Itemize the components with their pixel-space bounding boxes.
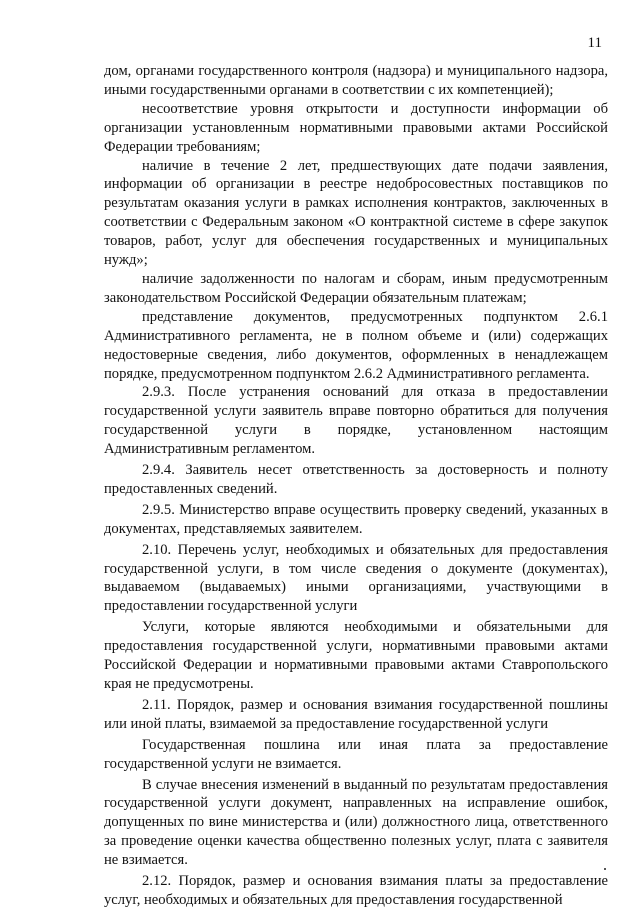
scan-speck xyxy=(604,868,606,870)
paragraph-14: 2.12. Порядок, размер и основания взимания платы за предоставление услуг, необходимых и обязательных для предоставления государственной xyxy=(104,873,608,908)
document-body xyxy=(104,62,608,910)
paragraph-5: представление документов, предусмотренных подпунктом 2.6.1 Административного регламента, не в полном объеме и (или) содержащих недостоверные сведения, либо документов, оформленных в ненадлежащем порядке, предусмотренном подпунктом 2.6.2 Административного регламента. xyxy=(104,308,608,382)
paragraph-2: несоответствие уровня открытости и доступности информации об организации установленным нормативными правовыми актами Российской Федерации требованиям; xyxy=(104,100,608,155)
paragraph-13: В случае внесения изменений в выданный по результатам предоставления государственной услуги документ, направленных на исправление ошибок, допущенных по вине министерства и (или) должностного лица, ответственного за проведение оценки качества общественно полезных услуг, плата с заявителя не взимается. xyxy=(104,776,608,869)
paragraph-11: 2.11. Порядок, размер и основания взимания государственной пошлины или иной платы, взимаемой за предоставление государственной услуги xyxy=(104,696,608,732)
paragraph-4: наличие задолженности по налогам и сборам, иным предусмотренным законодательством Российской Федерации обязательным платежам; xyxy=(104,270,608,306)
paragraph-7: 2.9.4. Заявитель несет ответственность за достоверность и полноту предоставленных сведений. xyxy=(104,462,608,497)
paragraph-8: 2.9.5. Министерство вправе осуществить проверку сведений, указанных в документах, представляемых заявителем. xyxy=(104,501,608,537)
page-number: 11 xyxy=(587,35,602,51)
paragraph-9: 2.10. Перечень услуг, необходимых и обязательных для предоставления государственной услуги, в том числе сведения о документе (документах), выдаваемом (выдаваемых) иными организациями, участвующими в предоставлении государственной услуги xyxy=(104,541,608,615)
paragraph-3: наличие в течение 2 лет, предшествующих дате подачи заявления, информации об организации в реестре недобросовестных поставщиков по результатам оказания услуги в рамках исполнения контрактов, заключенных в соответствии с Федеральным законом «О контрактной системе в сфере закупок товаров, работ, услуг для обеспечения государственных и муниципальных нужд»; xyxy=(104,157,608,269)
paragraph-12: Государственная пошлина или иная плата за предоставление государственной услуги не взимается. xyxy=(104,736,608,772)
paragraph-1: дом, органами государственного контроля (надзора) и муниципального надзора, иными государственными органами в соответствии с их компетенцией); xyxy=(104,63,608,98)
paragraph-6: 2.9.3. После устранения оснований для отказа в предоставлении государственной услуги заявитель вправе повторно обратиться для получения государственной услуги в порядке, установленном настоящим Административным регламентом. xyxy=(104,384,608,458)
paragraph-10: Услуги, которые являются необходимыми и обязательными для предоставления государственной услуги, нормативными правовыми актами Российской Федерации и нормативными правовыми актами Ставропольского края не предусмотрены. xyxy=(104,619,608,692)
